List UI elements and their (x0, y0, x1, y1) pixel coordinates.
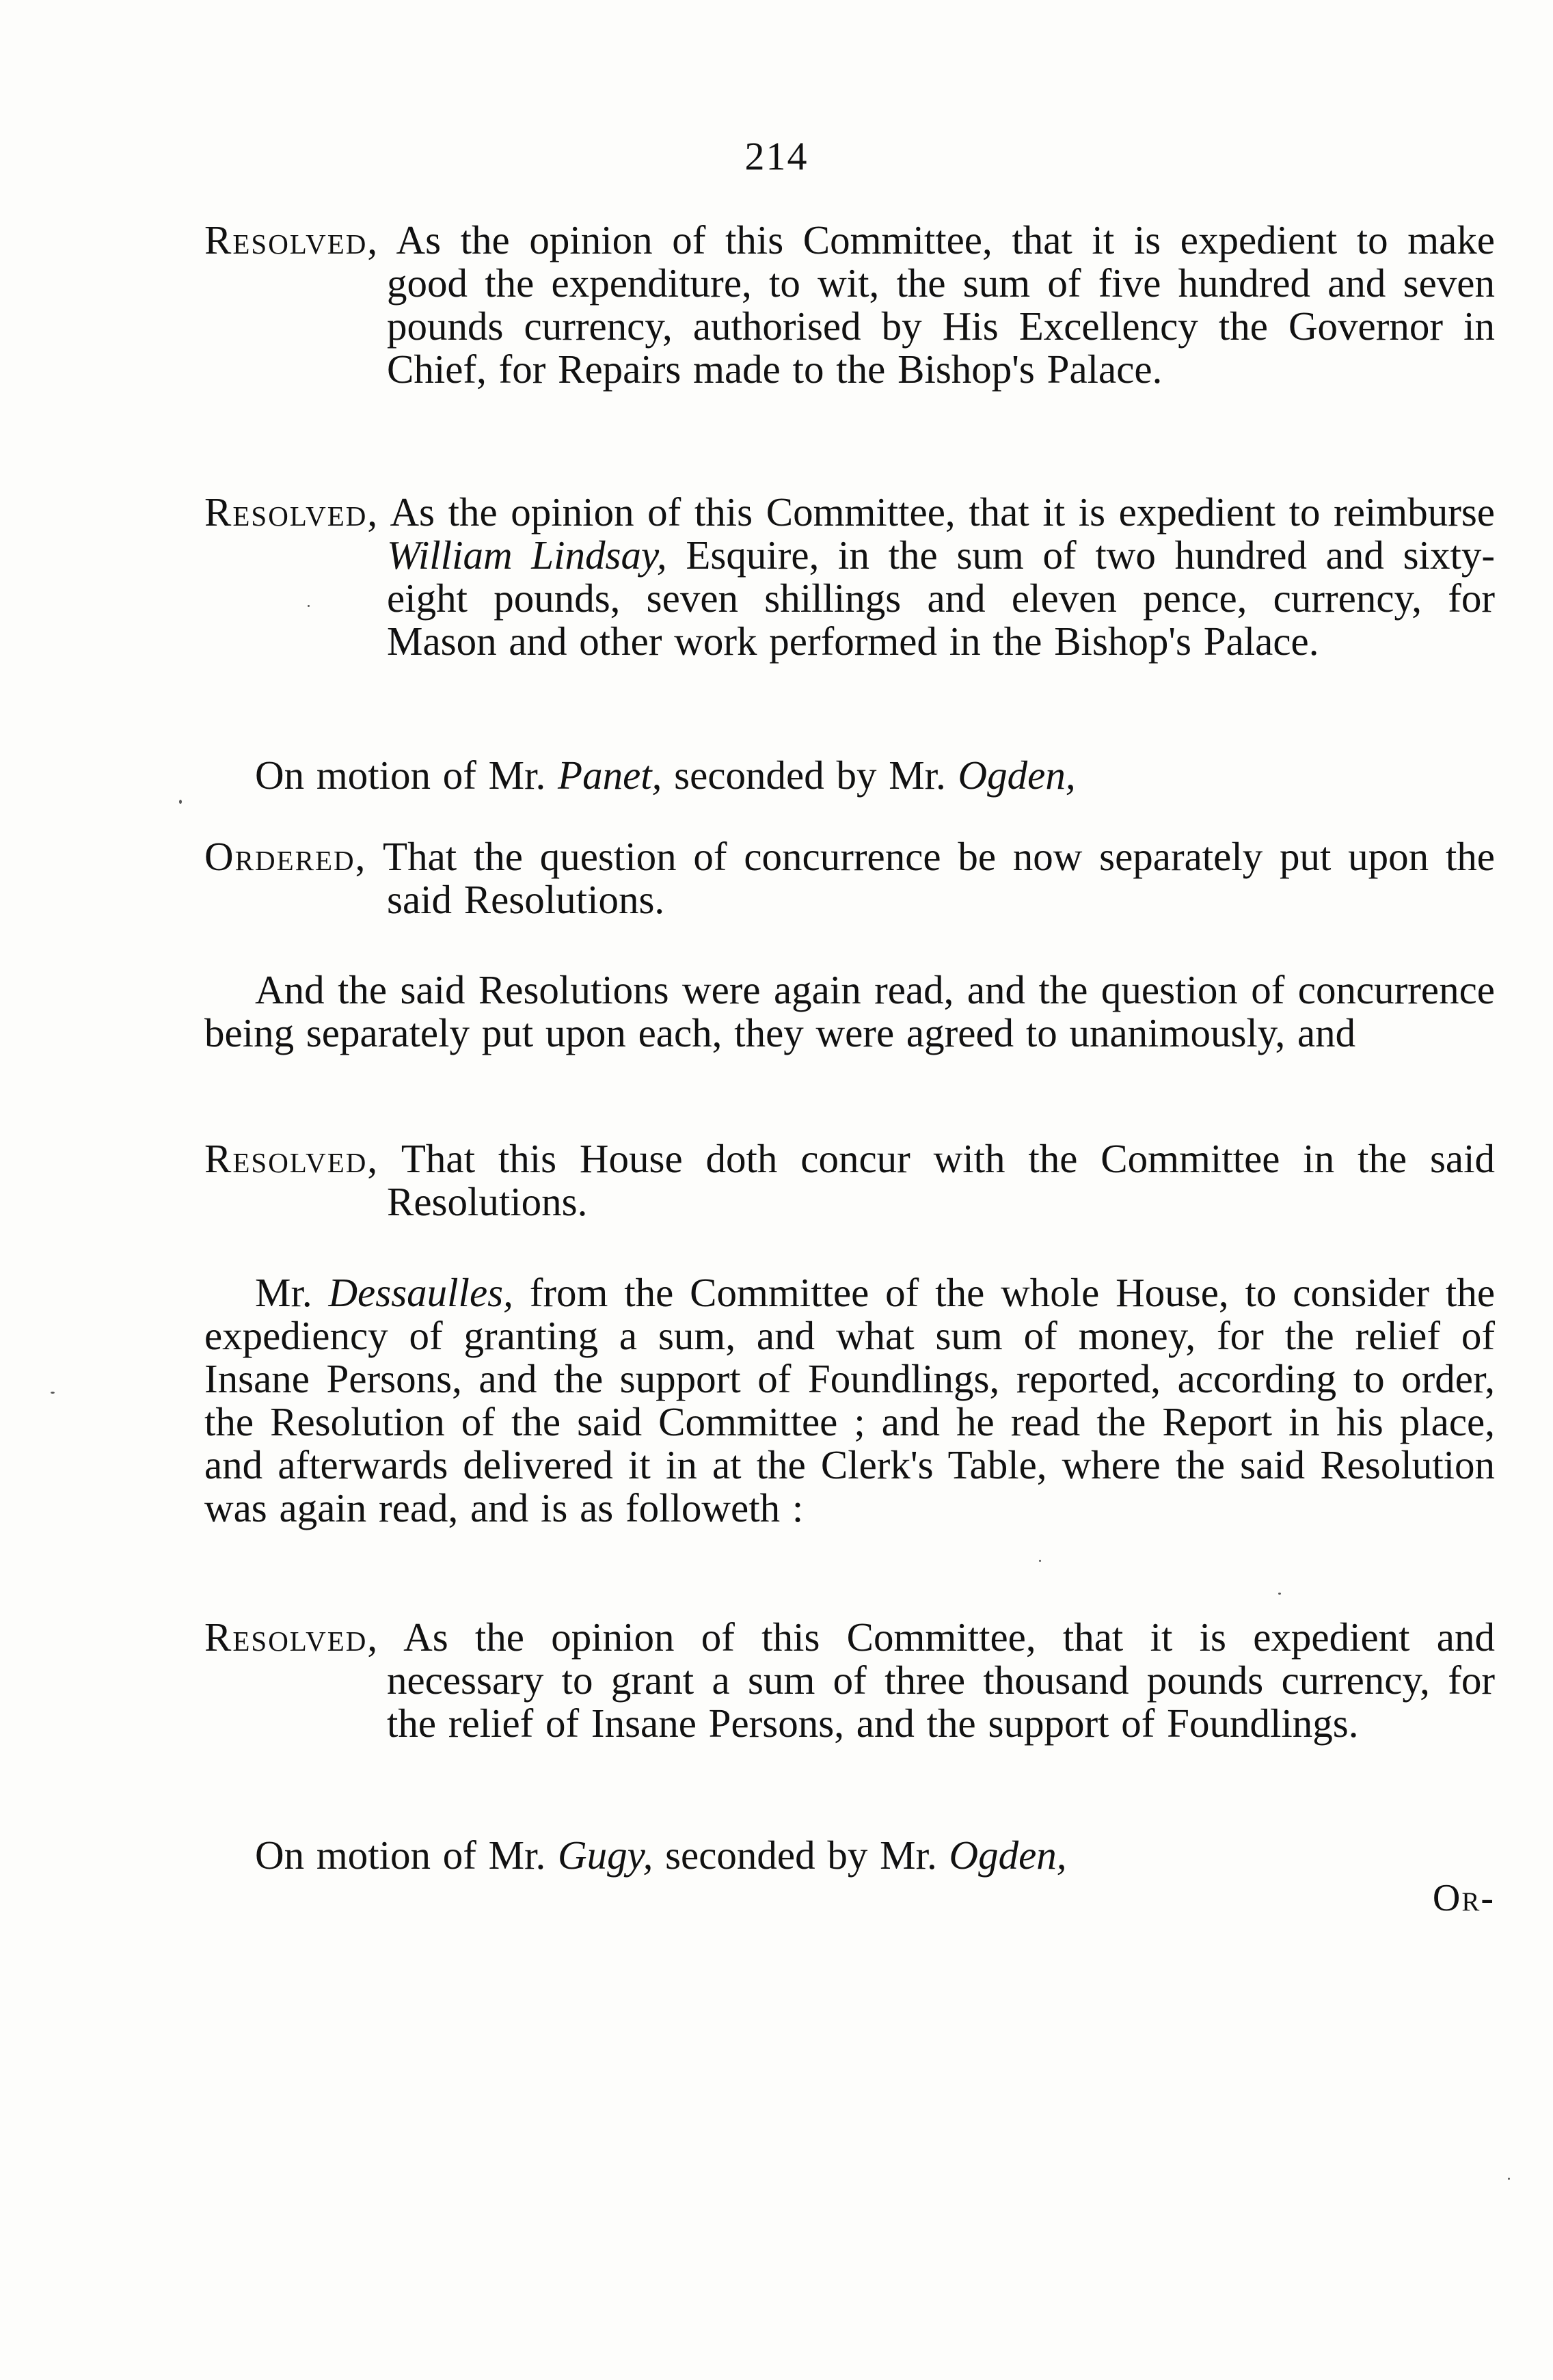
concurrence-paragraph (204, 969, 1495, 1055)
person-name: William Lindsay, (387, 532, 667, 578)
resolved-label: Resolved, (204, 489, 379, 535)
seconder-name: Ogden, (949, 1833, 1067, 1878)
motion-text: On motion of Mr. (255, 1833, 558, 1878)
report-paragraph (204, 1271, 1495, 1530)
report-text: Mr. (255, 1270, 329, 1315)
member-name: Dessaulles, (328, 1270, 513, 1315)
report-text: from the Committee of the whole House, to consider the expediency of granting a sum, and what sum of money, for the relief of Insane Persons, and the support of Foundlings, reported, according to order, the Resolution of the said Committee ; and he read the Report in his place, and afterwards delivered it in at the Clerk's Table, where the said Resolution was again read, and is as followeth : (204, 1270, 1495, 1530)
motion-text: seconded by Mr. (662, 753, 958, 798)
concurrence-text: And the said Resolutions were again read, and the question of concurrence being separately put upon each, they were agreed to unanimously, and (204, 967, 1495, 1055)
resolution-text: Esquire, in the sum of two hundred and sixty-eight pounds, seven shillings and eleven pence, currency, for Mason and other work performed in the Bishop's Palace. (387, 532, 1495, 664)
print-speck (308, 605, 310, 607)
resolved-label: Resolved, (204, 1136, 379, 1181)
page-number: 214 (744, 134, 809, 178)
print-speck (179, 800, 182, 804)
motion-paragraph-1 (204, 754, 1495, 797)
resolution-text: As the opinion of this Committee, that it is expedient and necessary to grant a sum of three thousand pounds currency, for the relief of Insane Persons, and the support of Foundlings. (379, 1614, 1495, 1746)
catchword: Or- (1432, 1877, 1495, 1919)
print-speck (1039, 1560, 1041, 1562)
mover-name: Gugy, (558, 1833, 653, 1878)
resolution-text: That this House doth concur with the Committee in the said Resolutions. (379, 1136, 1495, 1224)
resolution-paragraph-3 (204, 1137, 1495, 1223)
resolved-label: Resolved, (204, 217, 379, 262)
print-speck (1278, 1593, 1281, 1595)
resolution-text: As the opinion of this Committee, that it is expedient to make good the expenditure, to wit, the sum of five hundred and seven pounds currency, authorised by His Excellency the Governor in Chief, for Repairs made to the Bishop's Palace. (379, 217, 1495, 392)
resolution-paragraph-2 (204, 491, 1495, 663)
ordered-text: That the question of concurrence be now separately put upon the said Resolutions. (366, 834, 1495, 922)
ordered-label: Ordered, (204, 834, 367, 879)
motion-text: On motion of Mr. (255, 753, 558, 798)
mover-name: Panet, (558, 753, 662, 798)
seconder-name: Ogden, (958, 753, 1076, 798)
resolution-paragraph-1 (204, 219, 1495, 391)
resolution-paragraph-4 (204, 1616, 1495, 1745)
print-speck (1508, 2178, 1510, 2180)
motion-text: seconded by Mr. (653, 1833, 949, 1878)
print-speck (51, 1392, 55, 1394)
resolved-label: Resolved, (204, 1614, 379, 1660)
ordered-paragraph (204, 835, 1495, 921)
motion-paragraph-2 (204, 1834, 1495, 1877)
resolution-text: As the opinion of this Committee, that it is expedient to reimburse (379, 489, 1495, 535)
